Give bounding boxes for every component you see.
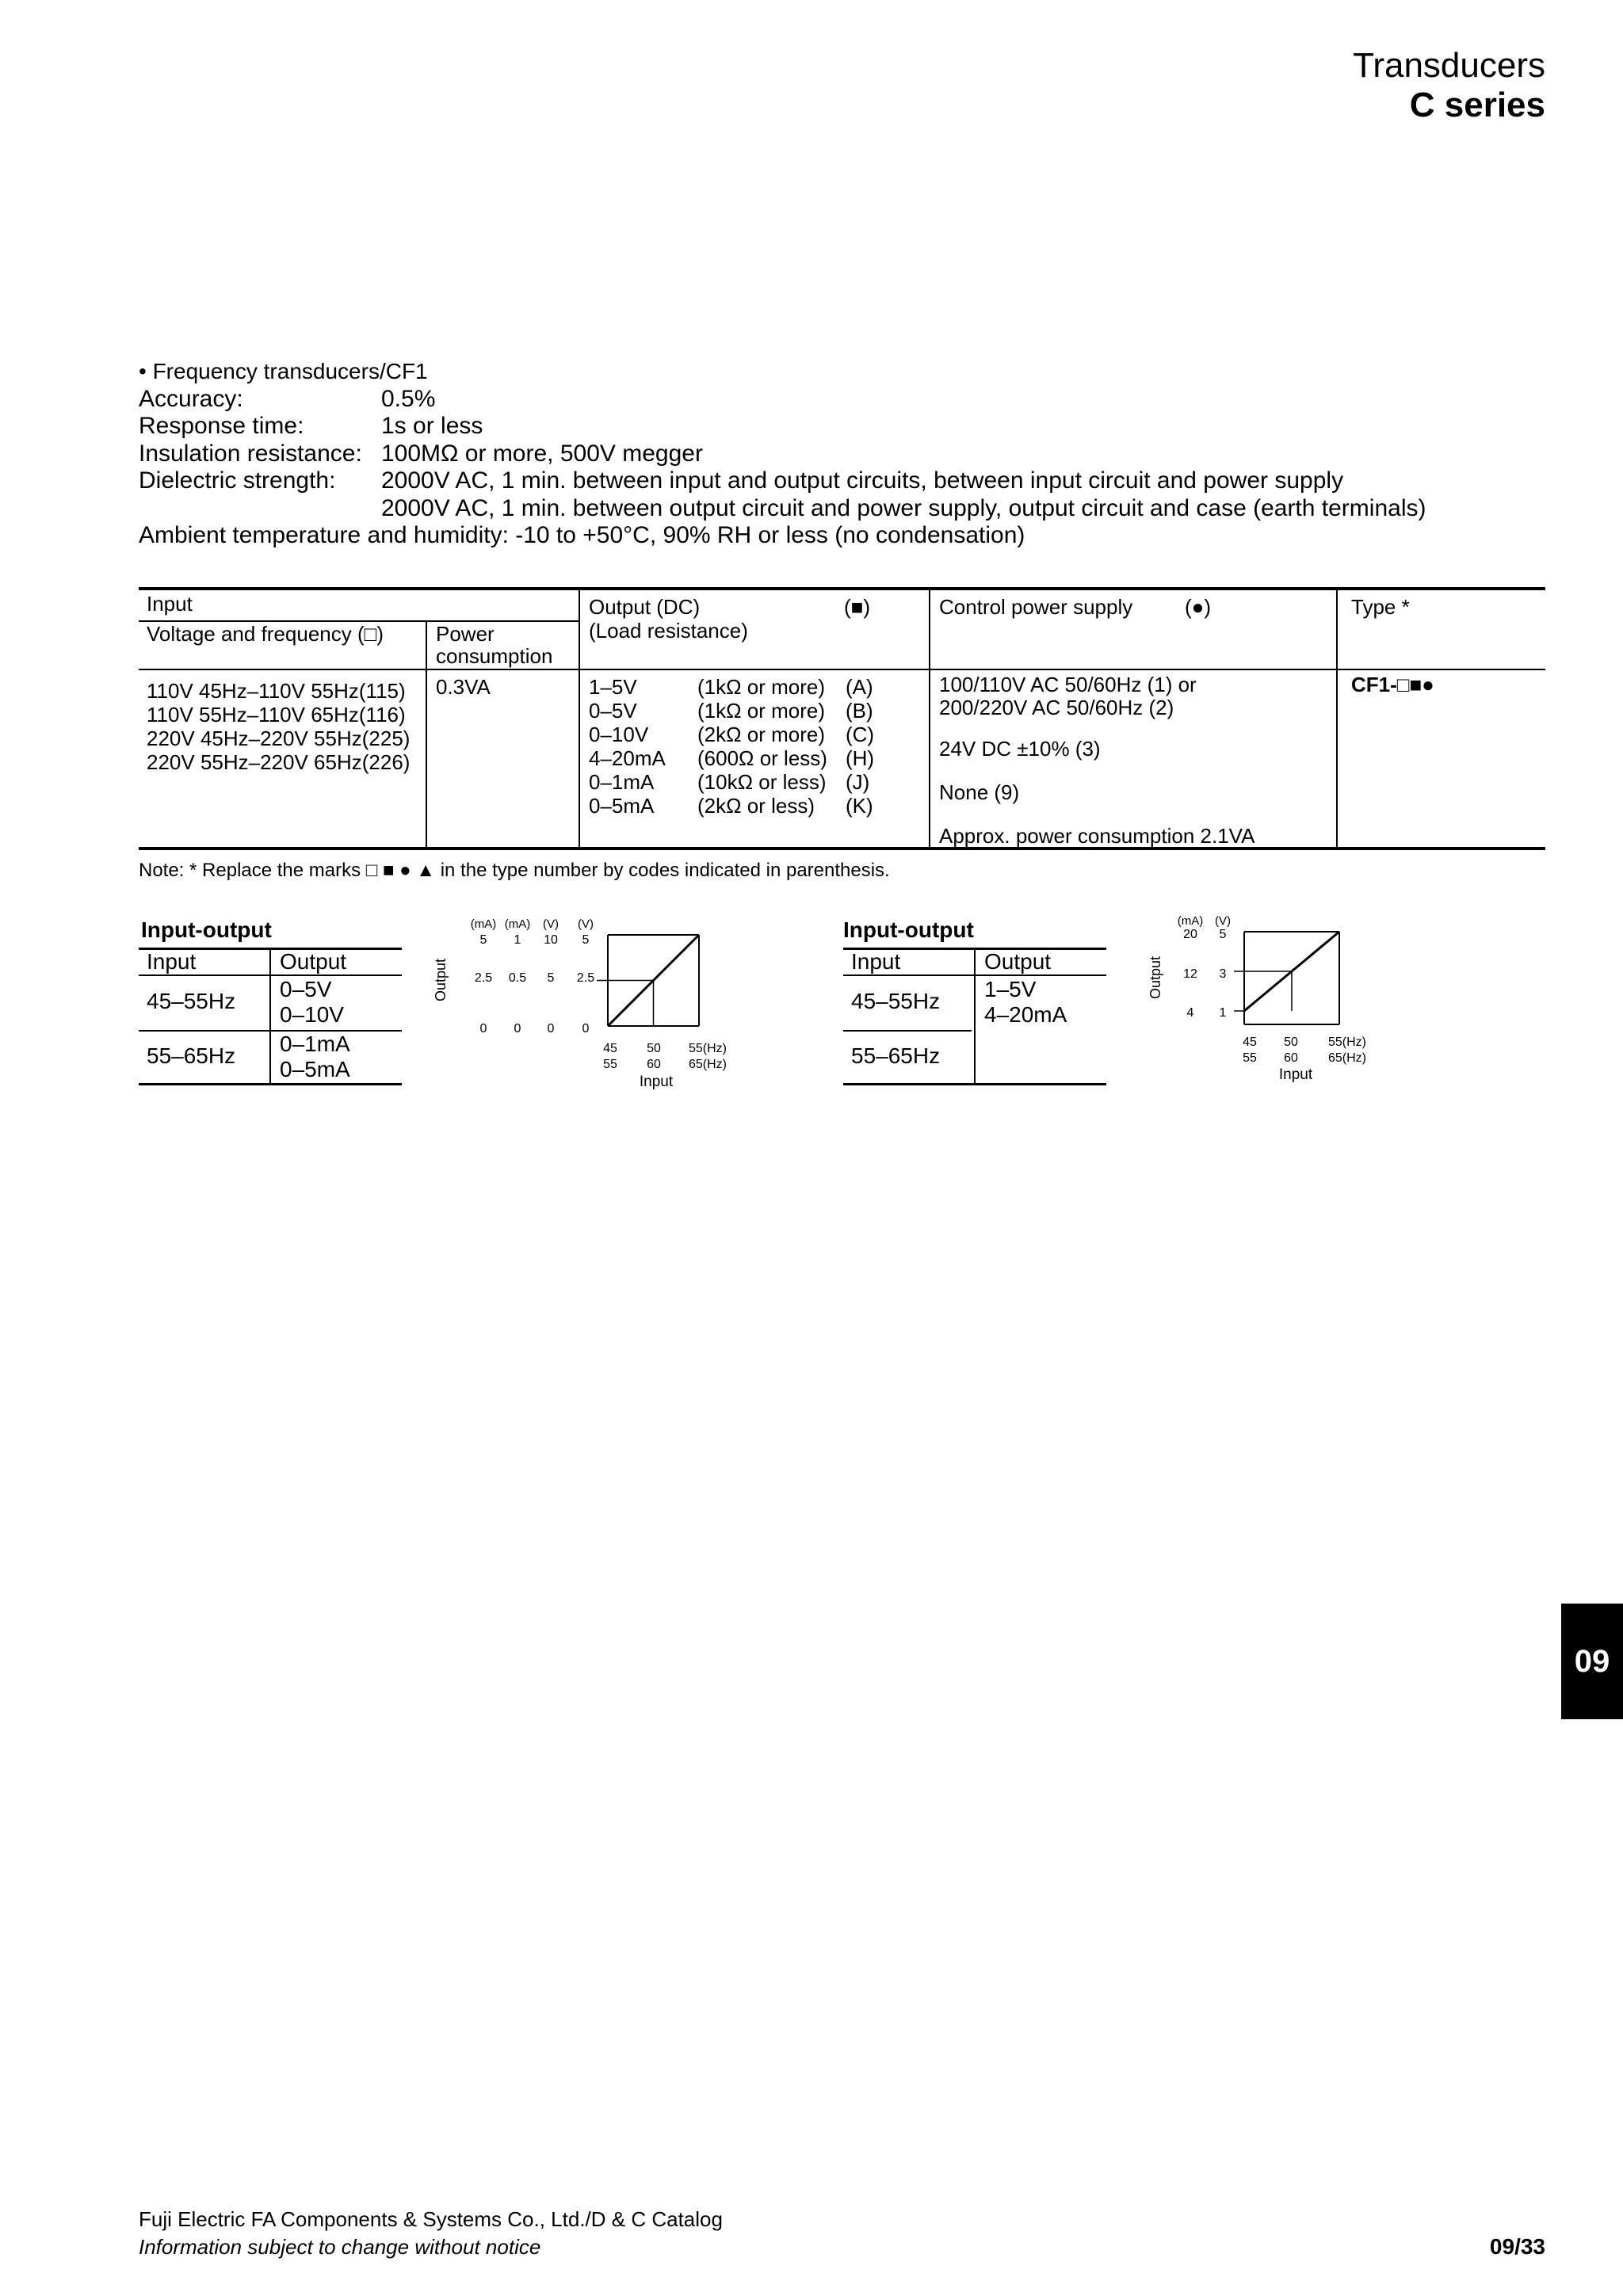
output-code: (A) [846, 675, 873, 699]
control-option: None (9) [939, 780, 1020, 804]
table-divider [579, 590, 580, 847]
io-right-header-output: Output [984, 949, 1052, 974]
output-range: 0–5V [589, 699, 637, 723]
header-power: Power [436, 622, 495, 646]
table-divider [1336, 590, 1338, 847]
output-range: 0–5mA [589, 794, 655, 818]
y-tick: 20 [1183, 928, 1197, 941]
header-series: C series [1409, 86, 1545, 124]
spec-value: 1s or less [381, 413, 483, 439]
spec-value: 2000V AC, 1 min. between output circuit and power supply, output circuit and case (earth terminals) [381, 494, 1426, 521]
control-power-consumption: Approx. power consumption 2.1VA [939, 824, 1255, 848]
control-option: 100/110V AC 50/60Hz (1) or [939, 673, 1197, 696]
spec-value: 2000V AC, 1 min. between input and output circuits, between input circuit and power supply [381, 467, 1344, 494]
section-tab: 09 [1561, 1604, 1623, 1719]
y-unit: (V) [578, 917, 594, 931]
output-code: (B) [846, 699, 873, 723]
x-tick: 55(Hz) [1327, 1035, 1367, 1049]
header-output-mark: (■) [844, 595, 871, 619]
io-left-output: 0–1mA [280, 1032, 350, 1056]
io-left-output: 0–5V [280, 977, 332, 1001]
header-consumption: consumption [436, 644, 553, 668]
y-tick: 0 [582, 1022, 590, 1035]
output-code: (K) [846, 794, 873, 818]
spec-label [139, 495, 381, 523]
table-divider [426, 622, 427, 847]
x-tick: 55 [1243, 1051, 1257, 1065]
header-control-mark: (●) [1185, 595, 1212, 619]
output-range: 0–1mA [589, 770, 655, 794]
output-load: (600Ω or less) [697, 746, 827, 770]
voltage-item: 110V 55Hz–110V 65Hz(116) [147, 703, 406, 727]
spec-value: 100MΩ or more, 500V megger [381, 440, 703, 467]
x-axis-label: Input [639, 1074, 674, 1090]
voltage-item: 220V 45Hz–220V 55Hz(225) [147, 727, 411, 750]
footer-company: Fuji Electric FA Components & Systems Co., Ltd./D & C Catalog [139, 2207, 723, 2231]
header-type: Type * [1351, 595, 1410, 619]
y-tick: 3 [1219, 967, 1227, 981]
x-tick: 65(Hz) [688, 1058, 727, 1071]
io-right-output: 1–5V [984, 977, 1037, 1001]
y-tick: 0.5 [508, 971, 527, 985]
x-tick: 50 [1284, 1035, 1298, 1049]
header-output: Output (DC) [589, 595, 701, 619]
io-left-header-output: Output [280, 949, 347, 974]
io-right-table [843, 948, 1106, 1085]
ordering-table [139, 587, 1545, 850]
x-tick: 55 [603, 1058, 617, 1071]
table-rule [269, 948, 271, 1084]
output-range: 0–10V [589, 723, 649, 746]
io-chart-left [428, 911, 745, 1097]
output-range: 4–20mA [589, 746, 666, 770]
x-tick: 45 [603, 1042, 617, 1055]
y-tick: 12 [1183, 967, 1197, 981]
table-rule [843, 1030, 972, 1032]
io-left-output: 0–10V [280, 1002, 344, 1027]
table-divider [929, 590, 930, 847]
header-load-resistance: (Load resistance) [589, 619, 748, 643]
y-tick: 2.5 [474, 971, 493, 985]
io-right-input: 45–55Hz [851, 989, 941, 1013]
spec-row [139, 413, 1426, 441]
x-tick: 60 [1284, 1051, 1298, 1065]
y-tick: 0 [514, 1022, 521, 1035]
x-tick: 60 [647, 1058, 661, 1071]
output-code: (J) [846, 770, 870, 794]
output-load: (10kΩ or less) [697, 770, 827, 794]
spec-row [139, 386, 1426, 414]
x-axis-label: Input [1278, 1066, 1313, 1083]
x-tick: 55(Hz) [688, 1042, 727, 1055]
y-tick: 5 [582, 933, 590, 947]
page-number: 09/33 [1489, 2234, 1545, 2259]
output-load: (2kΩ or less) [697, 794, 815, 818]
y-unit: (V) [543, 917, 559, 931]
io-left-input: 45–55Hz [147, 989, 236, 1013]
io-right-output: 4–20mA [984, 1002, 1067, 1027]
y-tick: 5 [547, 971, 555, 985]
y-tick: 1 [1219, 1006, 1227, 1020]
y-tick: 1 [514, 933, 521, 947]
x-tick: 50 [647, 1042, 661, 1055]
spec-label: Response time: [139, 413, 304, 439]
spec-label: Dielectric strength: [139, 467, 336, 494]
control-option: 200/220V AC 50/60Hz (2) [939, 696, 1174, 719]
header-voltage-frequency: Voltage and frequency (□) [147, 622, 384, 646]
y-tick: 0 [479, 1022, 487, 1035]
io-left-table [139, 948, 402, 1085]
y-axis-label: Output [433, 958, 449, 1002]
output-code: (C) [846, 723, 875, 746]
io-left-header-input: Input [147, 949, 197, 974]
x-tick: 65(Hz) [1327, 1051, 1367, 1065]
io-left-output: 0–5mA [280, 1057, 350, 1081]
y-tick: 4 [1186, 1006, 1194, 1020]
table-divider [139, 669, 1545, 670]
y-unit: (mA) [1177, 914, 1204, 928]
control-option: 24V DC ±10% (3) [939, 737, 1101, 761]
io-right-title: Input-output [843, 917, 974, 942]
type-code: CF1-□■● [1351, 673, 1434, 696]
header-control-power: Control power supply [939, 595, 1133, 619]
spec-value: 0.5% [381, 385, 436, 412]
y-unit: (V) [1215, 914, 1231, 928]
power-value: 0.3VA [436, 675, 491, 699]
y-tick: 2.5 [576, 971, 595, 985]
x-tick: 45 [1243, 1035, 1257, 1049]
output-load: (1kΩ or more) [697, 699, 826, 723]
footer-notice: Information subject to change without notice [139, 2235, 541, 2259]
spec-title: • Frequency transducers/CF1 [139, 359, 428, 383]
y-unit: (mA) [470, 917, 497, 931]
header-input: Input [147, 592, 193, 616]
io-right-input: 55–65Hz [851, 1043, 941, 1068]
output-code: (H) [846, 746, 875, 770]
y-tick: 5 [479, 933, 487, 947]
spec-ambient: Ambient temperature and humidity: -10 to +50°C, 90% RH or less (no condensation) [139, 522, 1025, 548]
spec-row [139, 467, 1426, 495]
y-tick: 0 [547, 1022, 555, 1035]
table-note: Note: * Replace the marks □ ■ ● ▲ in the type number by codes indicated in parenthesis. [139, 860, 890, 881]
io-left-title: Input-output [141, 917, 272, 942]
io-chart-right [1141, 910, 1403, 1088]
spec-label: Accuracy: [139, 385, 243, 412]
output-load: (2kΩ or more) [697, 723, 826, 746]
voltage-item: 220V 55Hz–220V 65Hz(226) [147, 750, 411, 774]
y-unit: (mA) [504, 917, 531, 931]
io-right-header-input: Input [851, 949, 901, 974]
y-axis-label: Output [1148, 955, 1163, 1000]
spec-block [139, 358, 1426, 550]
output-range: 1–5V [589, 675, 637, 699]
spec-label: Insulation resistance: [139, 440, 362, 467]
output-load: (1kΩ or more) [697, 675, 826, 699]
header-category: Transducers [1353, 46, 1545, 85]
spec-row [139, 441, 1426, 468]
y-tick: 5 [1219, 928, 1227, 941]
table-rule [974, 948, 976, 1084]
y-tick: 10 [544, 933, 558, 947]
spec-row [139, 495, 1426, 523]
io-left-input: 55–65Hz [147, 1043, 236, 1068]
voltage-item: 110V 45Hz–110V 55Hz(115) [147, 679, 406, 703]
